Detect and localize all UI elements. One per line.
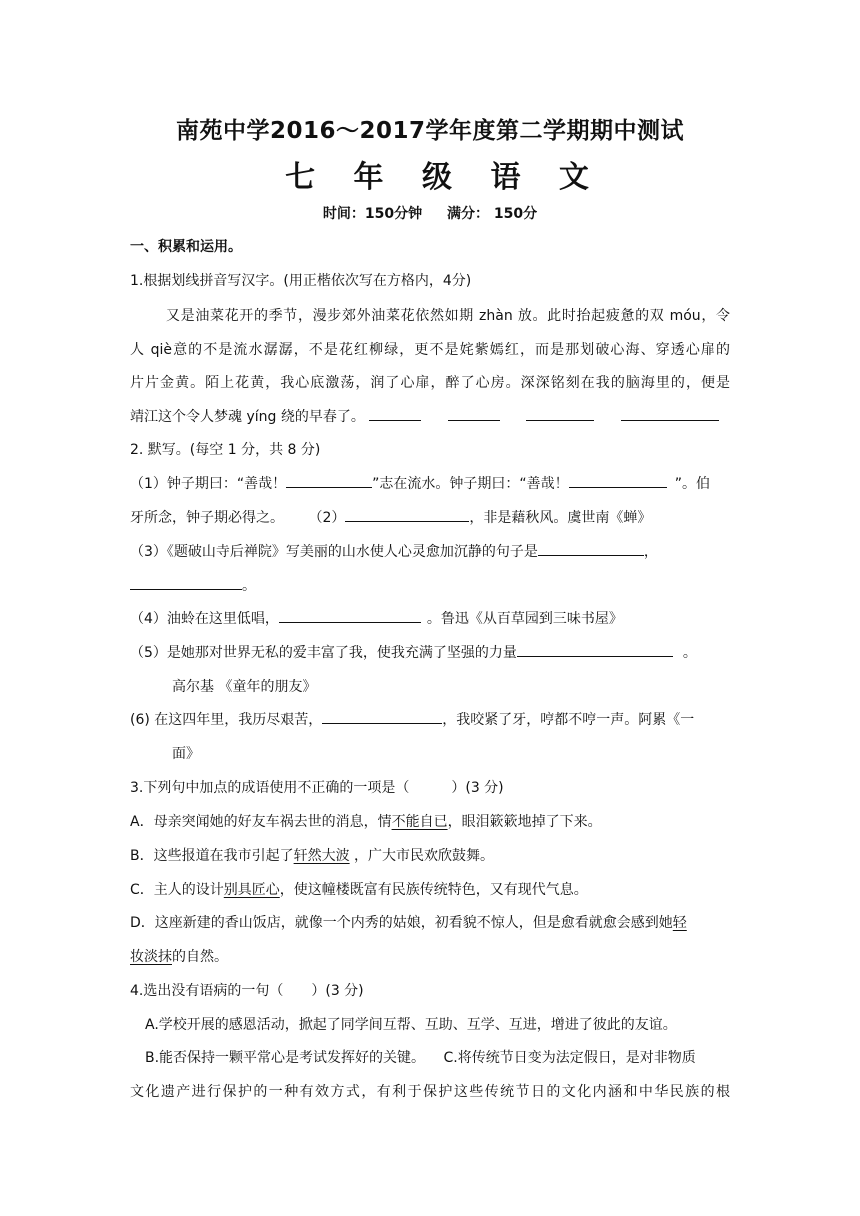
exam-subject: 七 年 级 语 文 xyxy=(285,160,603,195)
q2-prompt: 2. 默写。(每空 1 分，共 8 分) xyxy=(130,442,321,458)
answer-blank[interactable] xyxy=(448,406,500,421)
answer-blank[interactable] xyxy=(621,406,719,421)
answer-blank[interactable] xyxy=(286,473,372,488)
q1-prompt: 1.根据划线拼音写汉字。(用正楷依次写在方格内，4分) xyxy=(130,273,472,289)
answer-blank[interactable] xyxy=(369,406,421,421)
answer-blank[interactable] xyxy=(130,575,242,590)
q2-item6-cont: 面》 xyxy=(172,746,200,762)
answer-blank[interactable] xyxy=(322,709,442,724)
section-heading: 一、积累和运用。 xyxy=(130,239,242,255)
q4-option-c-cont: 文化遗产进行保护的一种有效方式，有利于保护这些传统节日的文化内涵和中华民族的根 xyxy=(130,1084,730,1100)
q3-idiom: 别具匠心 xyxy=(223,882,280,898)
q1-passage-text: 靖江这个令人梦魂 yíng 绕的早春了。 xyxy=(130,409,365,425)
q3-text: A．母亲突闻她的好友车祸去世的消息，情 xyxy=(130,814,392,830)
q2-item6 xyxy=(130,709,730,729)
q2-text: （3）《题破山寺后禅院》写美丽的山水使人心灵愈加沉静的句子是 xyxy=(130,544,538,560)
q4-option-c: C.将传统节日变为法定假日，是对非物质 xyxy=(443,1050,696,1066)
q2-item2 xyxy=(130,507,730,527)
q1-passage-line2: 人 qiè意的不是流水潺潺，不是花红柳绿，更不是姹紫嫣红，而是那划破心海、穿透心扉的 xyxy=(130,342,730,358)
q2-text: （2） xyxy=(308,510,346,526)
answer-blank[interactable] xyxy=(345,507,469,522)
q1-passage-line4 xyxy=(130,406,730,426)
q2-text: 。 xyxy=(242,578,256,594)
q2-item5-source: 高尔基 《童年的朋友》 xyxy=(172,679,317,695)
answer-blank[interactable] xyxy=(279,608,421,623)
q3-prompt: 3.下列句中加点的成语使用不正确的一项是（ ）(3 分) xyxy=(130,780,504,796)
q2-text: ， xyxy=(643,544,658,560)
q3-text: B．这些报道在我市引起了 xyxy=(130,848,294,864)
q3-idiom: 妆淡抹 xyxy=(130,949,172,965)
q3-idiom: 轻 xyxy=(672,915,687,931)
q4-option-bc xyxy=(145,1047,745,1067)
answer-blank[interactable] xyxy=(517,642,673,657)
answer-blank[interactable] xyxy=(526,406,594,421)
q3-option-c xyxy=(130,879,730,899)
q3-option-d-cont xyxy=(130,946,730,966)
exam-time: 时间：150分钟 xyxy=(322,206,423,222)
q2-text: 。 xyxy=(682,645,697,661)
q3-text: ，广大市民欢欣鼓舞。 xyxy=(349,848,495,864)
q1-passage-line3: 片片金黄。陌上花黄，我心底激荡，润了心扉，醉了心房。深深铭刻在我的脑海里的，便是 xyxy=(130,375,730,391)
q2-item5 xyxy=(130,642,730,662)
q2-text: ，非是藉秋风。虞世南《蝉》 xyxy=(469,510,652,526)
q2-item1 xyxy=(130,473,730,493)
q2-text: (6) 在这四年里，我历尽艰苦， xyxy=(130,712,323,728)
q2-text: 。鲁迅《从百草园到三味书屋》 xyxy=(426,611,623,627)
exam-title: 南苑中学2016～2017学年度第二学期期中测试 xyxy=(175,118,685,144)
q3-option-a xyxy=(130,811,730,831)
q2-text: ，我咬紧了牙，哼都不哼一声。阿累《一 xyxy=(442,712,695,728)
q4-prompt: 4.选出没有语病的一句（ ）(3 分) xyxy=(130,983,364,999)
q3-idiom: 轩然大波 xyxy=(293,848,350,864)
answer-blank[interactable] xyxy=(569,473,667,488)
q3-idiom: 不能自已 xyxy=(391,814,448,830)
q4-option-a: A.学校开展的感恩活动，掀起了同学间互帮、互助、互学、互进，增进了彼此的友谊。 xyxy=(145,1017,677,1033)
q3-text: ，使这幢楼既富有民族传统特色，又有现代气息。 xyxy=(279,882,588,898)
q2-item3-cont xyxy=(130,575,730,595)
q2-text: ”志在流水。钟子期曰：“善哉！ xyxy=(372,476,569,492)
q2-text: （5）是她那对世界无私的爱丰富了我，使我充满了坚强的力量 xyxy=(130,645,517,661)
q2-text: 牙所念，钟子期必得之。 xyxy=(130,510,284,526)
q3-text: ，眼泪簌簌地掉了下来。 xyxy=(447,814,602,830)
exam-meta xyxy=(0,203,860,223)
q2-text: （4）油蛉在这里低唱， xyxy=(130,611,279,627)
q2-item3 xyxy=(130,541,730,561)
q3-text: D．这座新建的香山饭店，就像一个内秀的姑娘，初看貌不惊人，但是愈看就愈会感到她 xyxy=(130,915,673,931)
q2-item4 xyxy=(130,608,730,628)
q1-passage-line1: 又是油菜花开的季节，漫步郊外油菜花依然如期 zhàn 放。此时抬起疲惫的双 móu，令 xyxy=(166,308,730,324)
q3-option-b xyxy=(130,845,730,865)
exam-score: 满分： 150分 xyxy=(447,206,538,222)
answer-blank[interactable] xyxy=(538,541,644,556)
q3-option-d xyxy=(130,912,730,932)
q4-option-b: B.能否保持一颗平常心是考试发挥好的关键。 xyxy=(145,1050,426,1066)
q2-text: （1）钟子期曰：“善哉！ xyxy=(130,476,287,492)
q3-text: 的自然。 xyxy=(172,949,228,965)
q3-text: C．主人的设计 xyxy=(130,882,224,898)
q2-text: ”。伯 xyxy=(674,476,710,492)
